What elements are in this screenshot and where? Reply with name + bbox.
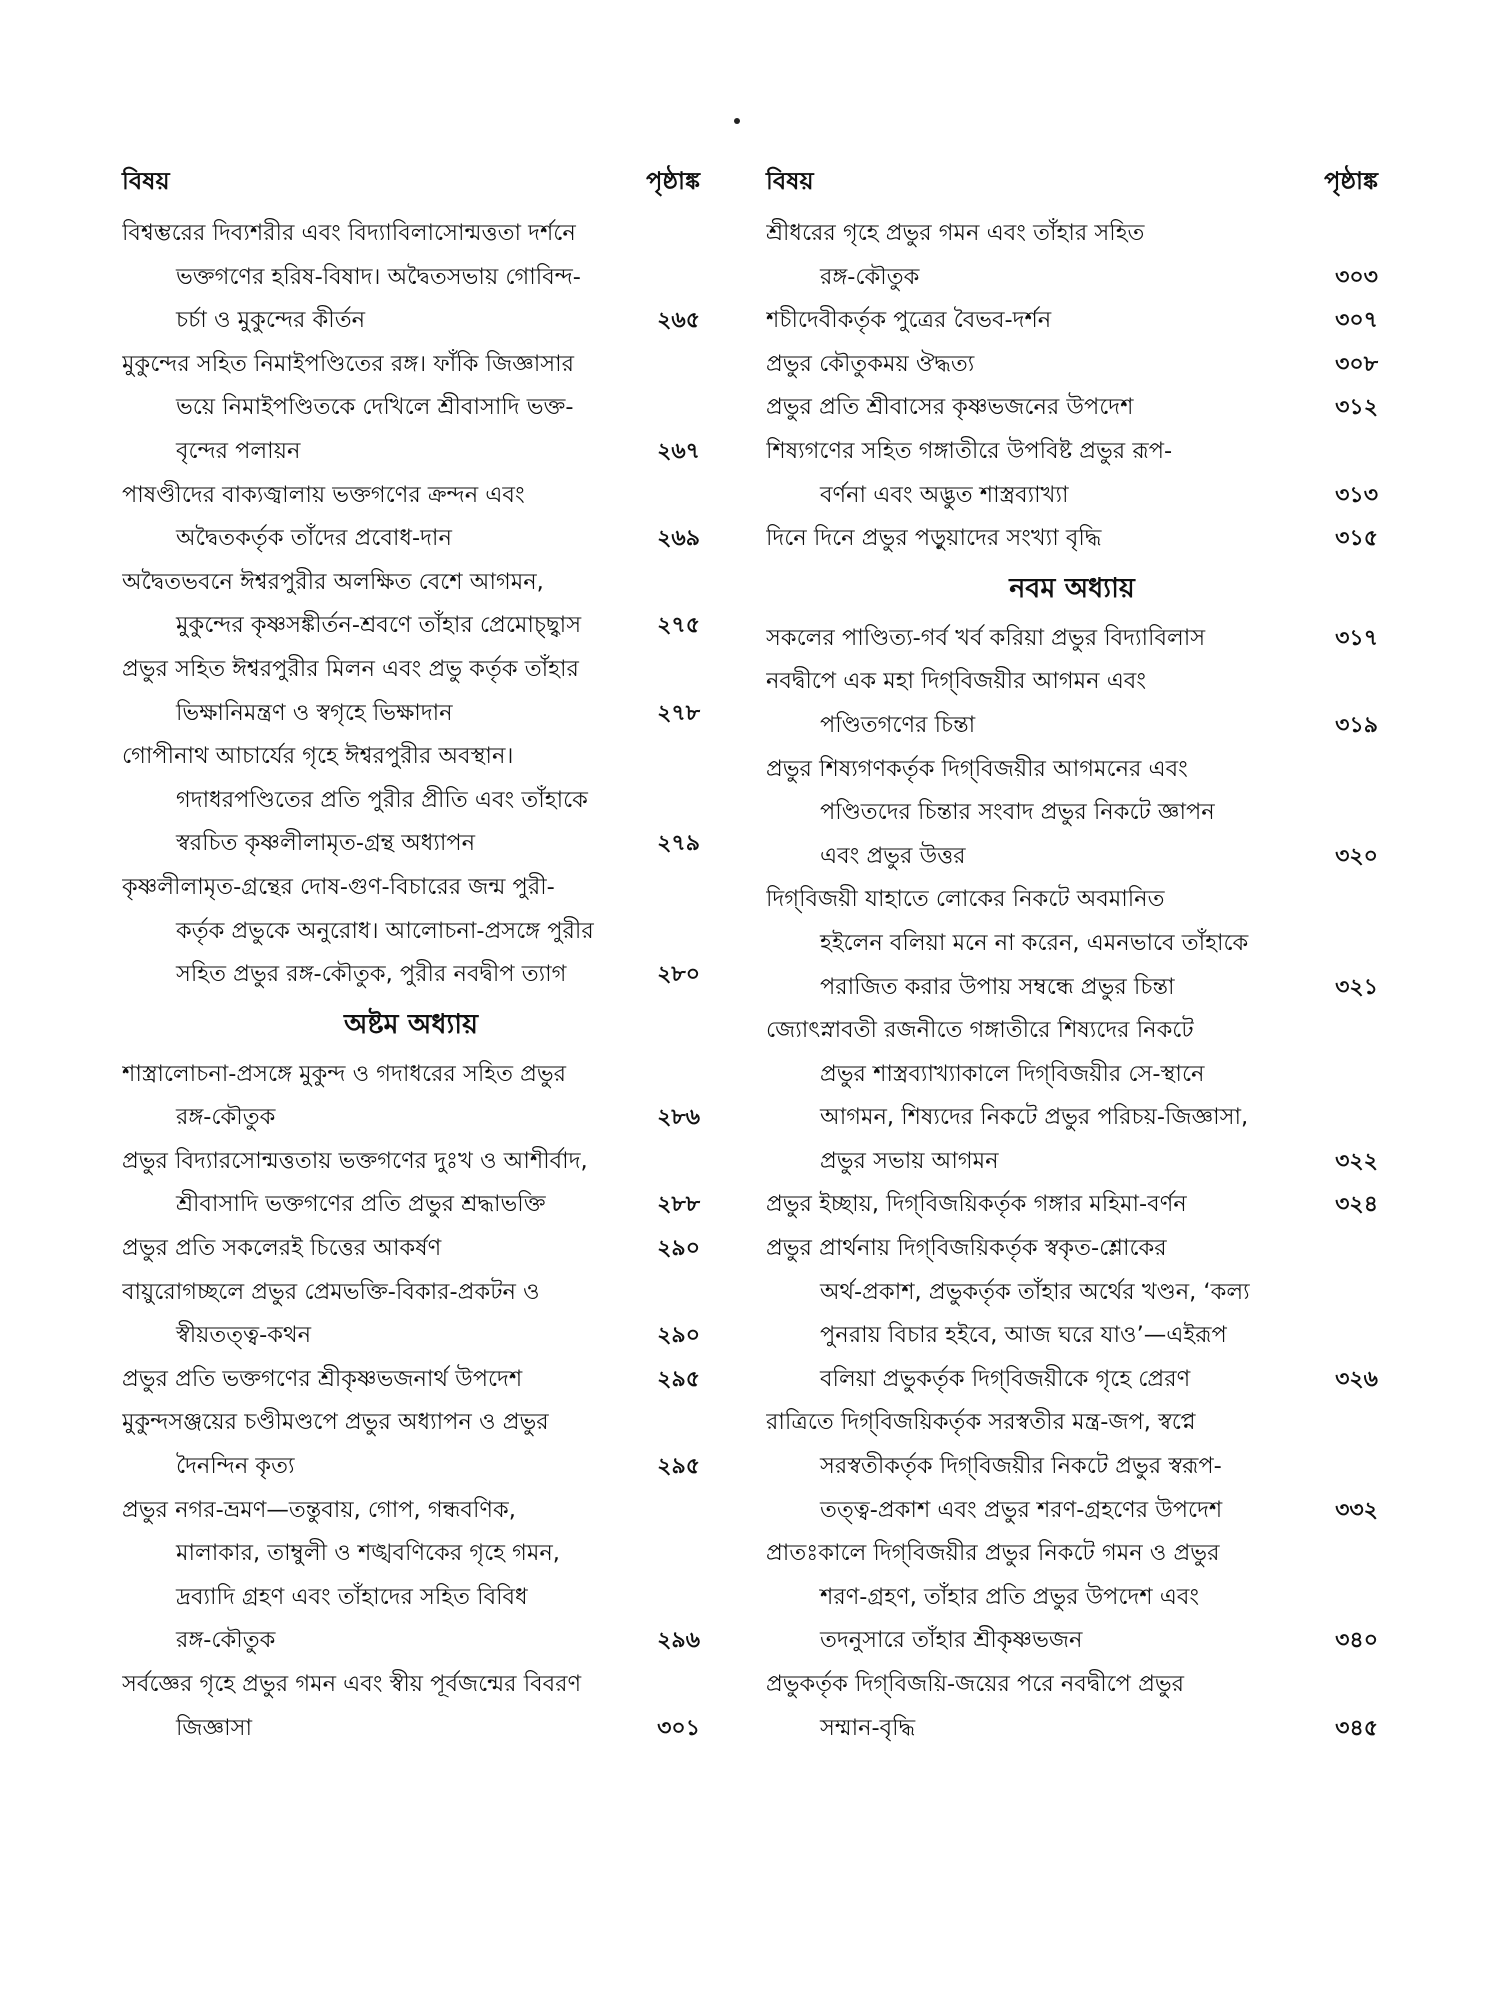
toc-entry xyxy=(122,866,700,997)
entry-page-number: ৩১৩ xyxy=(1335,482,1378,508)
entry-continuation-line: দৈনন্দিন কৃত্য xyxy=(176,1453,295,1480)
entry-continuation-line: এবং প্রভুর উত্তর xyxy=(820,842,966,869)
toc-entry xyxy=(766,617,1378,661)
entry-page-number: ৩০৭ xyxy=(1335,308,1378,334)
entry-continuation-line: স্বীয়তত্ত্ব-কথন xyxy=(176,1322,312,1349)
entry-continuation-line: কর্তৃক প্রভুকে অনুরোধ। আলোচনা-প্রসঙ্গে পুরীর xyxy=(176,917,594,944)
entry-continuation-line: জিজ্ঞাসা xyxy=(176,1714,253,1741)
entry-title-line: পাষণ্ডীদের বাক্যজ্বালায় ভক্তগণের ক্রন্দন এবং xyxy=(122,481,525,508)
entry-continuation-line: রঙ্গ-কৌতুক xyxy=(176,1104,276,1131)
toc-entry xyxy=(766,878,1378,1009)
toc-entry xyxy=(766,517,1378,561)
entry-page-number: ২৬৯ xyxy=(657,526,700,552)
toc-entry xyxy=(122,474,700,561)
entry-title-line: প্রভুকর্তৃক দিগ্‌বিজয়ি-জয়ের পরে নবদ্বীপে প্রভুর xyxy=(766,1671,1185,1697)
entry-title-line: শ্রীধরের গৃহে প্রভুর গমন এবং তাঁহার সহিত xyxy=(766,220,1145,246)
entry-continuation-line: মালাকার, তাম্বুলী ও শঙ্খবণিকের গৃহে গমন, xyxy=(176,1540,560,1567)
entry-title-line: প্রভুর প্রতি সকলেরই চিত্তের আকর্ষণ xyxy=(122,1235,442,1262)
entry-title-line: গোপীনাথ আচার্যের গৃহে ঈশ্বরপুরীর অবস্থান। xyxy=(122,743,514,770)
toc-entry xyxy=(766,343,1378,387)
toc-entry xyxy=(766,1183,1378,1227)
toc-entry xyxy=(122,1053,700,1140)
entry-title-line: সকলের পাণ্ডিত্য-গর্ব খর্ব করিয়া প্রভুর বিদ্যাবিলাস xyxy=(766,624,1206,651)
entry-continuation-line: পরাজিত করার উপায় সম্বন্ধে প্রভুর চিন্তা xyxy=(820,973,1175,1000)
toc-entry xyxy=(766,386,1378,430)
entry-continuation-line: অদ্বৈতকর্তৃক তাঁদের প্রবোধ-দান xyxy=(176,525,452,552)
entry-title-line: দিনে দিনে প্রভুর পড়ুয়াদের সংখ্যা বৃদ্ধি xyxy=(766,525,1102,552)
entry-continuation-line: স্বরচিত কৃষ্ণলীলামৃত-গ্রন্থ অধ্যাপন xyxy=(176,830,476,857)
entry-page-number: ২৯০ xyxy=(657,1236,700,1262)
right-column xyxy=(766,166,1378,1750)
entry-continuation-line: রঙ্গ-কৌতুক xyxy=(820,263,920,290)
entry-continuation-line: প্রভুর শাস্ত্রব্যাখ্যাকালে দিগ্‌বিজয়ীর সে-স্থানে xyxy=(820,1060,1205,1087)
entry-continuation-line: বৃন্দের পলায়ন xyxy=(176,437,301,464)
toc-entry xyxy=(766,660,1378,747)
entry-continuation-line: ভিক্ষানিমন্ত্রণ ও স্বগৃহে ভিক্ষাদান xyxy=(176,699,453,726)
entry-continuation-line: রঙ্গ-কৌতুক xyxy=(176,1627,276,1654)
entry-continuation-line: বলিয়া প্রভুকর্তৃক দিগ্‌বিজয়ীকে গৃহে প্রেরণ xyxy=(820,1365,1191,1392)
entry-continuation-line: দ্রব্যাদি গ্রহণ এবং তাঁহাদের সহিত বিবিধ xyxy=(176,1583,528,1610)
entry-continuation-line: তত্ত্ব-প্রকাশ এবং প্রভুর শরণ-গ্রহণের উপদেশ xyxy=(820,1496,1223,1523)
entry-continuation-line: সরস্বতীকর্তৃক দিগ্‌বিজয়ীর নিকটে প্রভুর স্বরূপ- xyxy=(820,1453,1222,1480)
toc-entry xyxy=(122,1401,700,1488)
toc-entry xyxy=(122,1227,700,1271)
toc-entry xyxy=(766,430,1378,517)
toc-entry xyxy=(766,1663,1378,1750)
entry-title-line: প্রভুর কৌতুকময় ঔদ্ধত্য xyxy=(766,350,975,377)
left-entries xyxy=(122,212,700,997)
entry-title-line: মুকুন্দসঞ্জয়ের চণ্ডীমণ্ডপে প্রভুর অধ্যাপন ও প্রভুর xyxy=(122,1409,549,1436)
entry-page-number: ৩০৩ xyxy=(1335,264,1378,290)
entry-page-number: ৩১২ xyxy=(1335,395,1378,421)
entry-title-line: প্রভুর প্রতি ভক্তগণের শ্রীকৃষ্ণভজনার্থ উপদেশ xyxy=(122,1365,523,1392)
entry-continuation-line: পুনরায় বিচার হইবে, আজ ঘরে যাও’—এইরূপ xyxy=(820,1322,1227,1349)
page-label: পৃষ্ঠাঙ্ক xyxy=(1324,167,1378,195)
entry-title-line: অদ্বৈতভবনে ঈশ্বরপুরীর অলক্ষিত বেশে আগমন, xyxy=(122,568,544,595)
entry-title-line: প্রভুর সহিত ঈশ্বরপুরীর মিলন এবং প্রভু কর্তৃক তাঁহার xyxy=(122,655,579,682)
toc-entry xyxy=(766,1009,1378,1183)
entry-continuation-line: ভয়ে নিমাইপণ্ডিতকে দেখিলে শ্রীবাসাদি ভক্ত- xyxy=(176,394,574,421)
entry-title-line: শচীদেবীকর্তৃক পুত্রের বৈভব-দর্শন xyxy=(766,307,1052,334)
entry-continuation-line: চর্চা ও মুকুন্দের কীর্তন xyxy=(176,307,366,334)
entry-page-number: ২৯৬ xyxy=(657,1628,700,1654)
entry-title-line: প্রভুর নগর-ভ্রমণ—তন্তুবায়, গোপ, গন্ধবণিক, xyxy=(122,1496,516,1523)
entry-page-number: ২৭৮ xyxy=(657,700,700,726)
toc-entry xyxy=(122,648,700,735)
entry-title-line: দিগ্‌বিজয়ী যাহাতে লোকের নিকটে অবমানিত xyxy=(766,886,1165,913)
left-column-header xyxy=(122,166,700,212)
entry-continuation-line: তদনুসারে তাঁহার শ্রীকৃষ্ণভজন xyxy=(820,1627,1083,1654)
subject-label: বিষয় xyxy=(122,167,170,195)
entry-page-number: ২৯৫ xyxy=(657,1454,700,1480)
entry-page-number: ৩২১ xyxy=(1335,974,1378,1000)
toc-entry xyxy=(766,748,1378,879)
entry-title-line: শাস্ত্রালোচনা-প্রসঙ্গে মুকুন্দ ও গদাধরের সহিত প্রভুর xyxy=(122,1060,567,1087)
left-entries-2 xyxy=(122,1053,700,1751)
entry-continuation-line: শরণ-গ্রহণ, তাঁহার প্রতি প্রভুর উপদেশ এবং xyxy=(820,1583,1200,1610)
entry-title-line: সর্বজ্ঞের গৃহে প্রভুর গমন এবং স্বীয় পূর্বজন্মের বিবরণ xyxy=(122,1671,582,1697)
entry-title-line: প্রভুর শিষ্যগণকর্তৃক দিগ্‌বিজয়ীর আগমনের এবং xyxy=(766,755,1188,782)
toc-entry xyxy=(122,735,700,866)
entry-continuation-line: পণ্ডিতদের চিন্তার সংবাদ প্রভুর নিকটে জ্ঞাপন xyxy=(820,799,1215,826)
entry-page-number: ২৭৯ xyxy=(657,831,700,857)
chapter-heading-9: নবম অধ্যায় xyxy=(1009,572,1135,604)
toc-entry xyxy=(122,1271,700,1358)
entry-continuation-line: অর্থ-প্রকাশ, প্রভুকর্তৃক তাঁহার অর্থের খণ্ডন, ‘কল্য xyxy=(820,1278,1250,1305)
entry-title-line: রাত্রিতে দিগ্‌বিজয়িকর্তৃক সরস্বতীর মন্ত্র-জপ, স্বপ্নে xyxy=(766,1409,1196,1436)
entry-page-number: ৩০৮ xyxy=(1335,351,1378,377)
entry-title-line: প্রাতঃকালে দিগ্‌বিজয়ীর প্রভুর নিকটে গমন ও প্রভুর xyxy=(766,1540,1220,1567)
entry-continuation-line: পণ্ডিতগণের চিন্তা xyxy=(820,711,976,738)
entry-title-line: জ্যোৎস্নাবতী রজনীতে গঙ্গাতীরে শিষ্যদের নিকটে xyxy=(766,1017,1194,1044)
entry-title-line: প্রভুর ইচ্ছায়, দিগ্‌বিজয়িকর্তৃক গঙ্গার মহিমা-বর্ণন xyxy=(766,1191,1187,1218)
entry-title-line: বিশ্বম্ভরের দিব্যশরীর এবং বিদ্যাবিলাসোন্মত্ততা দর্শনে xyxy=(122,220,576,246)
entry-page-number: ৩১৭ xyxy=(1335,625,1378,651)
toc-entry xyxy=(122,212,700,343)
entry-page-number: ৩২০ xyxy=(1335,843,1378,869)
entry-page-number: ২৮৬ xyxy=(657,1105,700,1131)
entry-page-number: ৩০১ xyxy=(657,1715,700,1741)
subject-label: বিষয় xyxy=(766,167,814,195)
entry-continuation-line: গদাধরপণ্ডিতের প্রতি পুরীর প্রীতি এবং তাঁহাকে xyxy=(176,786,588,813)
page-label: পৃষ্ঠাঙ্ক xyxy=(646,167,700,195)
left-column xyxy=(122,166,700,1750)
entry-page-number: ২৬৭ xyxy=(657,438,700,464)
toc-entry xyxy=(122,1663,700,1750)
entry-title-line: মুকুন্দের সহিত নিমাইপণ্ডিতের রঙ্গ। ফাঁকি জিজ্ঞাসার xyxy=(122,350,575,377)
entry-page-number: ৩২৪ xyxy=(1335,1192,1378,1218)
entry-continuation-line: মুকুন্দের কৃষ্ণসঙ্কীর্তন-শ্রবণে তাঁহার প্রেমোচ্ছ্বাস xyxy=(176,612,582,639)
entry-page-number: ২৭৫ xyxy=(657,613,700,639)
entry-page-number: ২৮৮ xyxy=(657,1192,700,1218)
toc-entry xyxy=(122,1358,700,1402)
entry-continuation-line: হইলেন বলিয়া মনে না করেন, এমনভাবে তাঁহাকে xyxy=(820,929,1249,956)
entry-page-number: ২৮০ xyxy=(657,962,700,988)
toc-entry xyxy=(122,561,700,648)
entry-page-number: ৩২৬ xyxy=(1335,1366,1378,1392)
entry-page-number: ৩৪৫ xyxy=(1335,1715,1378,1741)
entry-title-line: প্রভুর বিদ্যারসোন্মত্ততায় ভক্তগণের দুঃখ ও আশীর্বাদ, xyxy=(122,1147,588,1174)
toc-entry xyxy=(766,1532,1378,1663)
toc-entry xyxy=(766,1401,1378,1532)
chapter-heading-8: অষ্টম অধ্যায় xyxy=(343,1008,479,1040)
entry-page-number: ৩৩২ xyxy=(1335,1497,1378,1523)
toc-entry xyxy=(122,1489,700,1663)
entry-page-number: ৩১৯ xyxy=(1335,712,1378,738)
entry-title-line: কৃষ্ণলীলামৃত-গ্রন্থের দোষ-গুণ-বিচারের জন্ম পুরী- xyxy=(122,873,555,900)
entry-continuation-line: শ্রীবাসাদি ভক্তগণের প্রতি প্রভুর শ্রদ্ধাভক্তি xyxy=(176,1191,546,1218)
right-entries xyxy=(766,212,1378,561)
entry-page-number: ২৬৫ xyxy=(657,308,700,334)
entry-page-number: ৩৪০ xyxy=(1335,1628,1378,1654)
entry-continuation-line: আগমন, শিষ্যদের নিকটে প্রভুর পরিচয়-জিজ্ঞাসা, xyxy=(820,1104,1249,1131)
toc-entry xyxy=(766,212,1378,299)
entry-title-line: নবদ্বীপে এক মহা দিগ্‌বিজয়ীর আগমন এবং xyxy=(766,668,1147,695)
toc-entry xyxy=(766,299,1378,343)
entry-continuation-line: বর্ণনা এবং অদ্ভুত শাস্ত্রব্যাখ্যা xyxy=(820,481,1069,508)
toc-entry xyxy=(122,1140,700,1227)
entry-page-number: ৩১৫ xyxy=(1335,526,1378,552)
entry-page-number: ২৯০ xyxy=(657,1323,700,1349)
entry-continuation-line: সম্মান-বৃদ্ধি xyxy=(820,1714,916,1741)
entry-continuation-line: সহিত প্রভুর রঙ্গ-কৌতুক, পুরীর নবদ্বীপ ত্যাগ xyxy=(176,961,567,988)
entry-title-line: প্রভুর প্রতি শ্রীবাসের কৃষ্ণভজনের উপদেশ xyxy=(766,394,1134,421)
entry-page-number: ২৯৫ xyxy=(657,1366,700,1392)
toc-entry xyxy=(766,1227,1378,1401)
entry-title-line: বায়ুরোগচ্ছলে প্রভুর প্রেমভক্তি-বিকার-প্রকটন ও xyxy=(122,1278,540,1305)
entry-title-line: প্রভুর প্রার্থনায় দিগ্‌বিজয়িকর্তৃক স্বকৃত-শ্লোকের xyxy=(766,1235,1167,1262)
right-column-header xyxy=(766,166,1378,212)
toc-entry xyxy=(122,343,700,474)
entry-continuation-line: প্রভুর সভায় আগমন xyxy=(820,1147,999,1174)
top-dot-mark xyxy=(734,118,740,124)
entry-continuation-line: ভক্তগণের হরিষ-বিষাদ। অদ্বৈতসভায় গোবিন্দ- xyxy=(176,263,581,290)
entry-page-number: ৩২২ xyxy=(1335,1148,1378,1174)
right-entries-2 xyxy=(766,617,1378,1750)
entry-title-line: শিষ্যগণের সহিত গঙ্গাতীরে উপবিষ্ট প্রভুর রূপ- xyxy=(766,437,1173,464)
